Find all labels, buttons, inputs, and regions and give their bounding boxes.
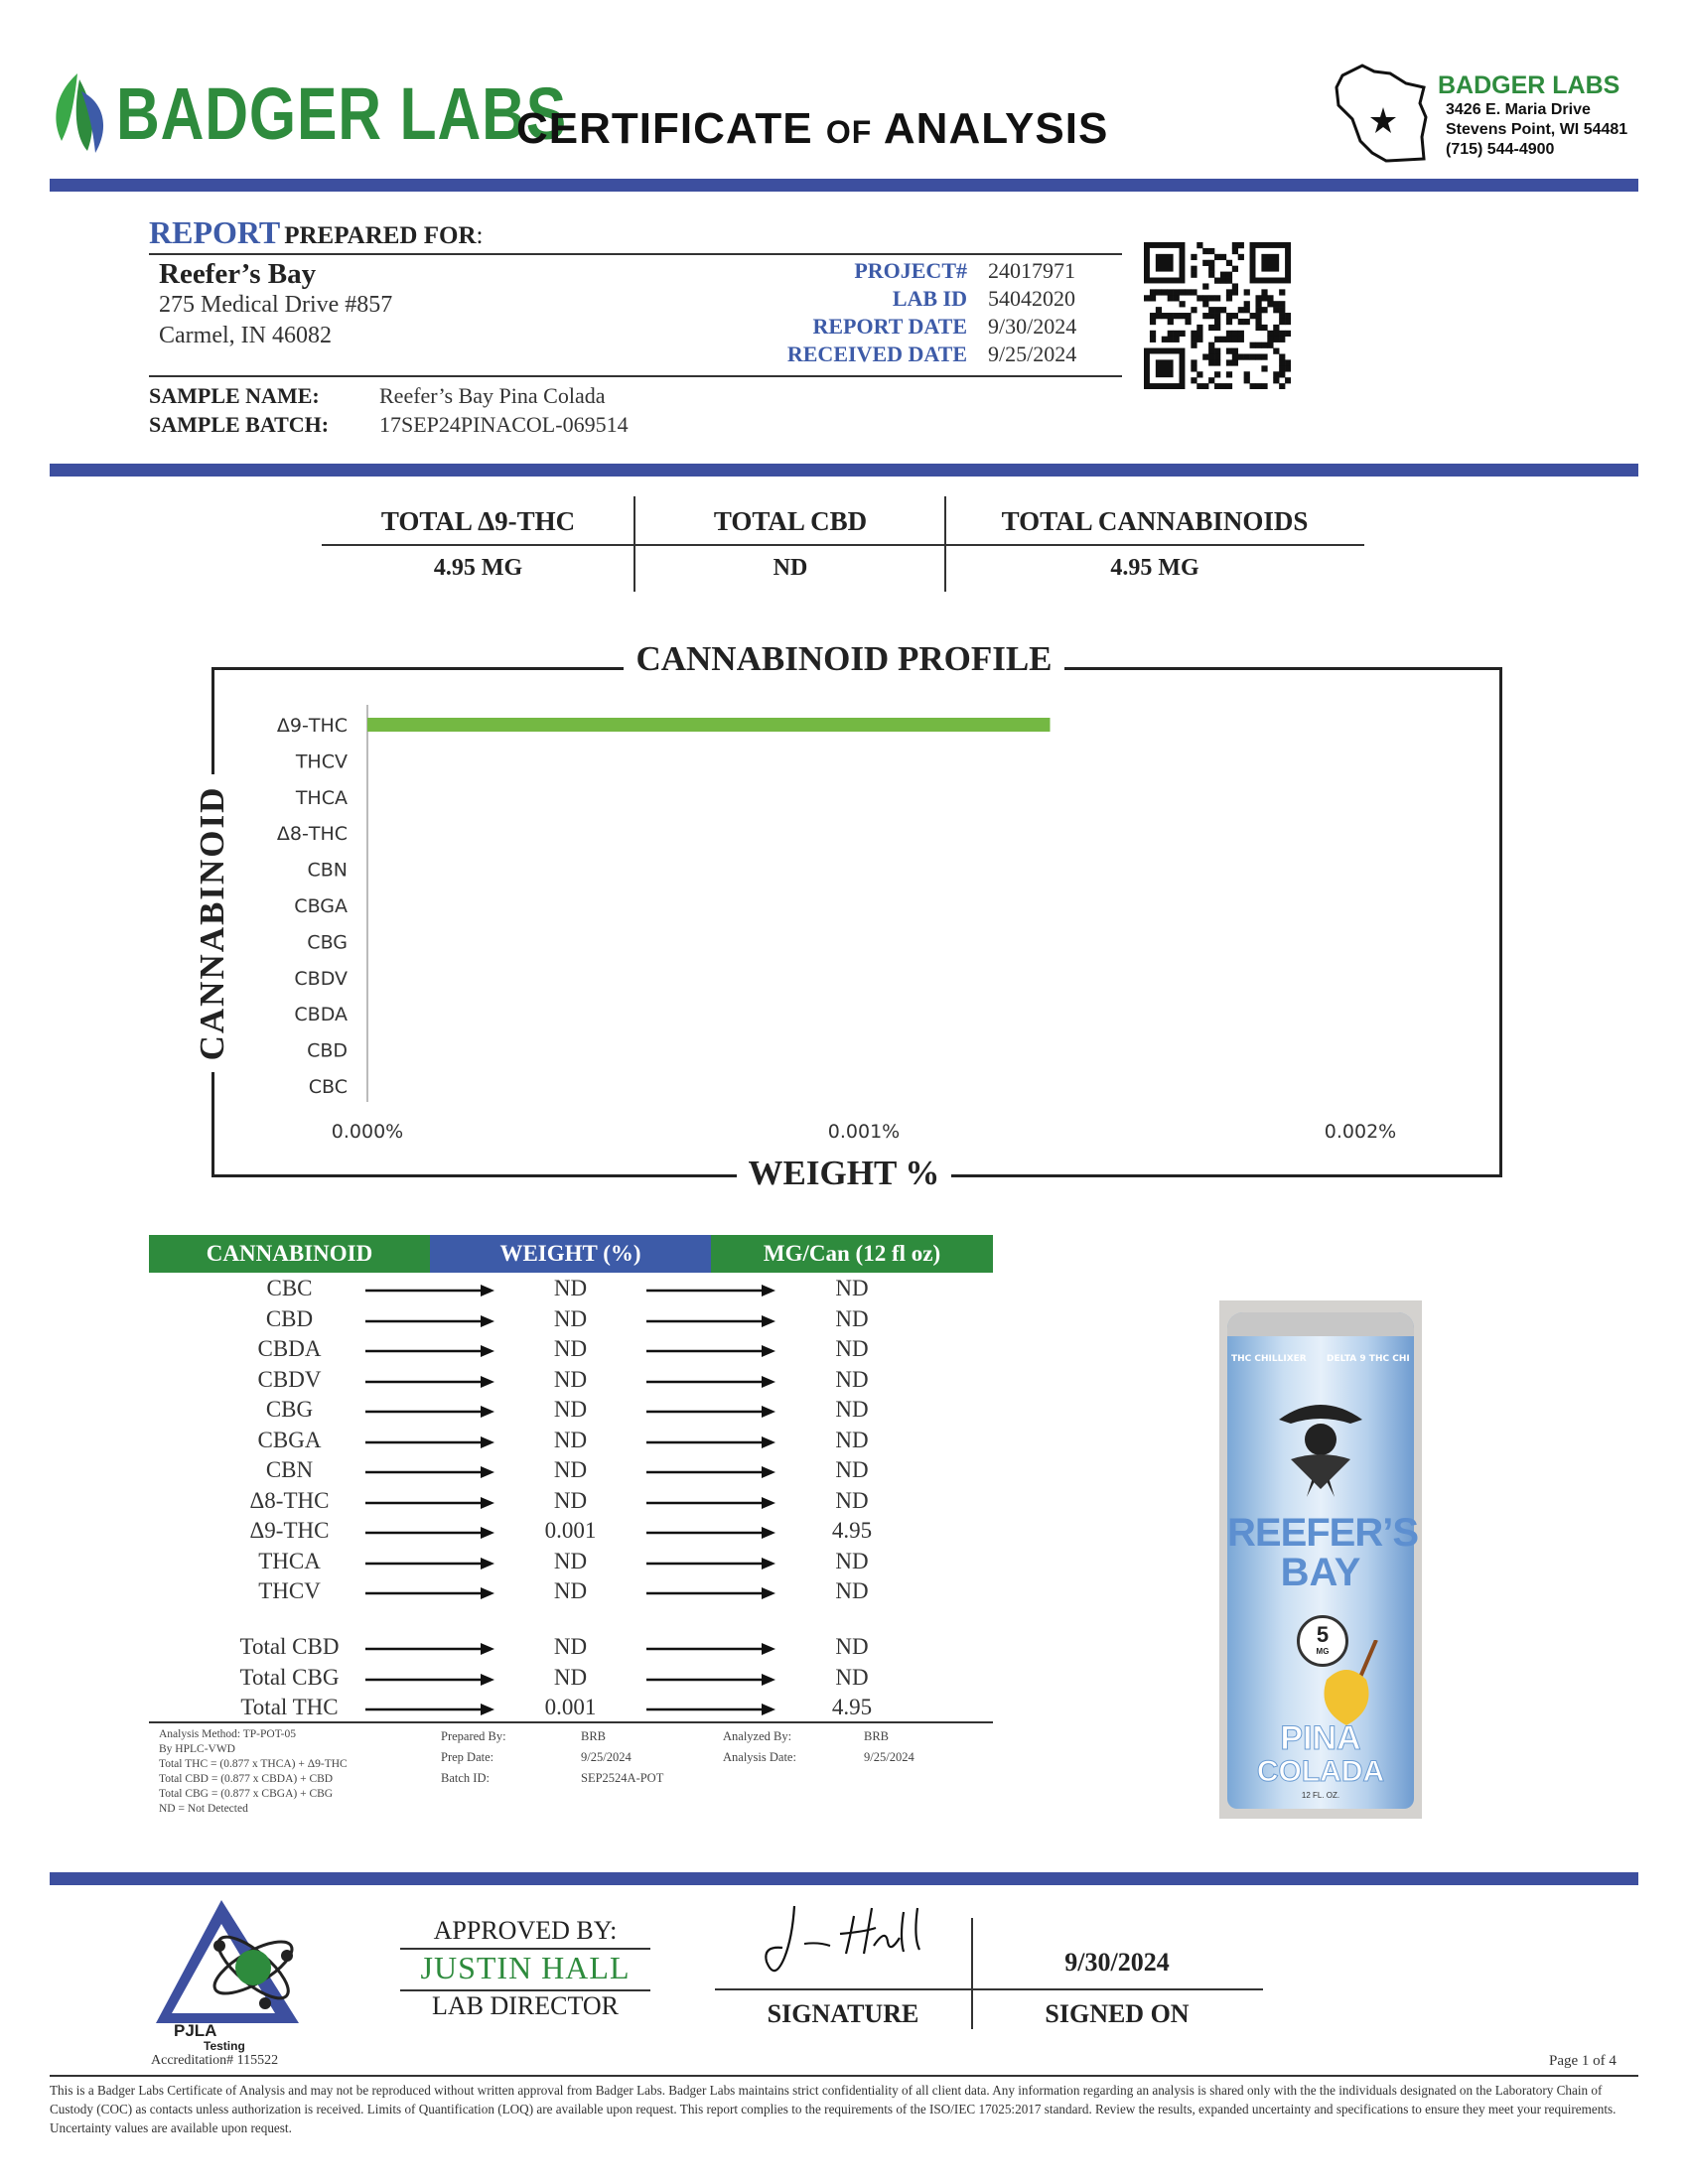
mg-value: ND xyxy=(835,1397,869,1422)
cannabinoid-name: Total THC xyxy=(240,1695,339,1719)
mg-value: ND xyxy=(835,1578,869,1603)
analysis-note-line: Analysis Method: TP-POT-05 xyxy=(159,1728,297,1740)
pjla-logo-icon xyxy=(154,1896,313,2035)
disclaimer-rule xyxy=(50,2075,1638,2077)
weight-value: ND xyxy=(553,1276,588,1300)
chart-x-tick-label: 0.002% xyxy=(1324,1121,1397,1143)
can-dose-badge: 5 MG xyxy=(1297,1615,1348,1667)
mg-value: 4.95 xyxy=(831,1518,873,1543)
table-bottom-rule xyxy=(149,1721,993,1723)
chart-category-label: Δ8-THC xyxy=(276,823,348,846)
weight-value: ND xyxy=(553,1397,588,1422)
arrow-right-icon xyxy=(365,1465,494,1479)
weight-value: ND xyxy=(553,1336,588,1361)
can-body xyxy=(1227,1312,1419,1809)
table-header-cannabinoid: CANNABINOID xyxy=(149,1235,430,1273)
chart-y-axis-title: CANNABINOID xyxy=(193,785,231,1061)
weight-value: ND xyxy=(553,1457,588,1482)
weight-value: ND xyxy=(553,1634,588,1659)
client-address-1: 275 Medical Drive #857 xyxy=(159,292,393,318)
cannabinoid-name: THCV xyxy=(258,1578,321,1603)
arrow-right-icon xyxy=(365,1673,494,1687)
can-band-right: DELTA 9 THC CHI xyxy=(1327,1354,1410,1364)
accreditation-number: Accreditation# 115522 xyxy=(151,2053,279,2068)
cannabinoid-name: CBGA xyxy=(257,1427,322,1452)
total-cannabinoids-value: 4.95 MG xyxy=(1110,555,1199,581)
weight-value: ND xyxy=(553,1664,588,1690)
arrow-right-icon xyxy=(646,1526,775,1540)
cannabinoid-name: CBN xyxy=(265,1457,314,1482)
arrow-right-icon xyxy=(365,1496,494,1510)
sample-name-value: Reefer’s Bay Pina Colada xyxy=(379,383,606,408)
arrow-right-icon xyxy=(646,1284,775,1297)
qr-code-icon[interactable] xyxy=(1144,242,1291,389)
signed-date: 9/30/2024 xyxy=(1064,1948,1170,1977)
mg-value: ND xyxy=(835,1548,869,1573)
weight-value: ND xyxy=(553,1487,588,1513)
chart-x-tick-label: 0.000% xyxy=(331,1121,404,1143)
chart-category-label: CBG xyxy=(307,931,348,954)
cannabinoid-name: THCA xyxy=(258,1548,321,1573)
table-header-mg: MG/Can (12 fl oz) xyxy=(711,1235,993,1273)
table-header-weight: WEIGHT (%) xyxy=(430,1235,711,1273)
chart-bar xyxy=(367,718,1051,732)
arrow-right-icon xyxy=(646,1703,775,1716)
arrow-right-icon xyxy=(365,1344,494,1358)
mg-value: ND xyxy=(835,1276,869,1300)
approver-title: LAB DIRECTOR xyxy=(431,1991,620,2020)
arrow-right-icon xyxy=(646,1344,775,1358)
sample-batch-value: 17SEP24PINACOL-069514 xyxy=(379,412,629,437)
total-d9thc-label: TOTAL Δ9-THC xyxy=(380,506,576,536)
wisconsin-map-icon xyxy=(1329,58,1438,169)
client-name: Reefer’s Bay xyxy=(159,258,317,290)
report-heading: REPORT PREPARED FOR: xyxy=(149,214,484,250)
cannabinoid-name: Total CBD xyxy=(239,1634,340,1659)
sample-rule xyxy=(149,375,1122,377)
analysis-note-line: By HPLC-VWD xyxy=(159,1743,235,1755)
pirate-skull-icon xyxy=(1271,1390,1370,1499)
total-cbd-value: ND xyxy=(773,555,808,581)
chart-category-label: Δ9-THC xyxy=(276,715,348,737)
arrow-right-icon xyxy=(646,1586,775,1600)
sample-batch-label: SAMPLE BATCH: xyxy=(149,412,330,437)
report-date-value: 9/30/2024 xyxy=(988,314,1077,339)
prep-date-label: Prep Date: xyxy=(441,1750,494,1764)
mg-value: ND xyxy=(835,1634,869,1659)
prepared-by-value: BRB xyxy=(581,1729,607,1743)
lab-address-line-2: Stevens Point, WI 54481 xyxy=(1446,121,1628,138)
arrow-right-icon xyxy=(365,1314,494,1328)
prepared-for-label: PREPARED FOR xyxy=(284,222,477,249)
product-photo xyxy=(1219,1300,1422,1819)
received-date-label: RECEIVED DATE xyxy=(786,341,967,366)
handwritten-signature xyxy=(755,1898,943,1987)
lab-address-line-1: 3426 E. Maria Drive xyxy=(1446,101,1591,118)
title-word-analysis: ANALYSIS xyxy=(883,104,1109,153)
analysis-note-line: ND = Not Detected xyxy=(159,1803,248,1815)
badger-logo-icon xyxy=(48,71,109,155)
cannabinoid-name: CBD xyxy=(265,1305,314,1331)
chart-category-label: CBDV xyxy=(294,967,348,990)
chart-category-label: THCA xyxy=(295,786,348,809)
can-lid xyxy=(1227,1312,1414,1336)
chart-category-label: CBDA xyxy=(294,1004,348,1026)
analysis-note-line: Total THC = (0.877 x THCA) + Δ9-THC xyxy=(159,1758,348,1770)
can-flavor-line-2: COLADA xyxy=(1256,1755,1385,1788)
lab-phone: (715) 544-4900 xyxy=(1446,141,1555,158)
arrow-right-icon xyxy=(365,1435,494,1449)
report-heading-rule xyxy=(149,253,1122,255)
mg-value: ND xyxy=(835,1366,869,1392)
arrow-right-icon xyxy=(646,1314,775,1328)
arrow-right-icon xyxy=(365,1526,494,1540)
pjla-label: PJLA xyxy=(174,2021,217,2040)
document-title xyxy=(516,104,1108,154)
cannabinoid-name: Total CBG xyxy=(239,1664,340,1690)
arrow-right-icon xyxy=(646,1465,775,1479)
arrow-right-icon xyxy=(365,1557,494,1570)
approved-by-label: APPROVED BY: xyxy=(433,1916,618,1945)
weight-value: ND xyxy=(553,1548,588,1573)
total-cannabinoids-label: TOTAL CANNABINOIDS xyxy=(1001,506,1309,536)
cannabinoid-name: CBC xyxy=(266,1276,313,1300)
mg-value: ND xyxy=(835,1487,869,1513)
mg-value: ND xyxy=(835,1305,869,1331)
prep-date-value: 9/25/2024 xyxy=(581,1750,632,1764)
signed-on-label: SIGNED ON xyxy=(1045,1999,1190,2028)
report-date-label: REPORT DATE xyxy=(812,314,967,339)
can-brand-line-1: REEFER’S xyxy=(1227,1511,1419,1555)
cannabinoid-name: CBDV xyxy=(257,1366,322,1392)
logo-text: BADGER LABS xyxy=(116,72,568,155)
totals-separator-2 xyxy=(944,496,946,592)
weight-value: ND xyxy=(553,1427,588,1452)
footer-divider xyxy=(50,1872,1638,1885)
mg-value: ND xyxy=(835,1457,869,1482)
title-word-certificate: CERTIFICATE xyxy=(516,104,813,153)
arrow-right-icon xyxy=(646,1405,775,1419)
mg-value: ND xyxy=(835,1427,869,1452)
chart-category-label: CBD xyxy=(307,1039,348,1062)
cannabinoid-bar-chart xyxy=(211,667,1502,1177)
can-volume: 12 FL. OZ. xyxy=(1301,1791,1340,1800)
chart-x-tick-label: 0.001% xyxy=(827,1121,901,1143)
analysis-note-line: Total CBG = (0.877 x CBGA) + CBG xyxy=(159,1788,334,1800)
chart-title: CANNABINOID PROFILE xyxy=(624,639,1063,678)
analysis-date-label: Analysis Date: xyxy=(723,1750,796,1764)
page-number: Page 1 of 4 xyxy=(1549,2053,1617,2069)
analyzed-by-value: BRB xyxy=(864,1729,890,1743)
chart-category-label: CBC xyxy=(308,1076,348,1098)
mg-value: ND xyxy=(835,1336,869,1361)
sample-name-label: SAMPLE NAME: xyxy=(149,383,320,408)
chart-category-label: CBN xyxy=(307,859,348,882)
report-heading-word: REPORT xyxy=(149,214,281,250)
mg-value: ND xyxy=(835,1664,869,1690)
prepared-by-label: Prepared By: xyxy=(441,1729,506,1743)
arrow-right-icon xyxy=(365,1375,494,1389)
arrow-right-icon xyxy=(646,1375,775,1389)
header-divider xyxy=(50,179,1638,192)
arrow-right-icon xyxy=(365,1284,494,1297)
cannabinoid-name: Δ8-THC xyxy=(249,1487,330,1513)
pineapple-icon xyxy=(1317,1640,1396,1729)
project-number-label: PROJECT# xyxy=(854,258,967,283)
chart-category-label: THCV xyxy=(295,751,348,773)
cannabinoid-name: CBG xyxy=(265,1397,314,1422)
batch-id-label: Batch ID: xyxy=(441,1771,490,1785)
project-number-value: 24017971 xyxy=(988,258,1075,283)
analysis-note-line: Total CBD = (0.877 x CBDA) + CBD xyxy=(159,1773,334,1785)
arrow-right-icon xyxy=(365,1586,494,1600)
totals-separator-1 xyxy=(633,496,635,592)
batch-id-value: SEP2524A-POT xyxy=(581,1771,664,1785)
totals-rule xyxy=(322,544,1364,546)
chart-x-axis-title: WEIGHT % xyxy=(737,1154,952,1192)
lab-id-label: LAB ID xyxy=(892,286,967,311)
mg-value: 4.95 xyxy=(831,1695,873,1719)
arrow-right-icon xyxy=(646,1435,775,1449)
client-address-2: Carmel, IN 46082 xyxy=(159,323,332,348)
cannabinoid-name: Δ9-THC xyxy=(249,1518,330,1543)
disclaimer-text: This is a Badger Labs Certificate of Analysis and may not be reproduced without written approval from Badger Labs. Badger Labs maintains strict confidentiality of all client data. Any information regarding an analysis is shared only with the the individuals designated on the Laboratory Chain of Custody (COC) as contacts unless authorization is received. Limits of Quantification (LOQ) are available upon request. This report complies to the requirements of the ISO/IEC 17025:2017 standard. Review the results, expanded uncertainty and specifications to ensure they meet your requirements. Uncertainty values are available upon request. xyxy=(50,2083,1617,2135)
analysis-date-value: 9/25/2024 xyxy=(864,1750,914,1764)
signature-rule xyxy=(715,1988,1263,1990)
received-date-value: 9/25/2024 xyxy=(988,341,1077,366)
arrow-right-icon xyxy=(365,1642,494,1656)
weight-value: ND xyxy=(553,1366,588,1392)
pjla-sub-label: Testing xyxy=(204,2039,245,2053)
lab-name: BADGER LABS xyxy=(1438,71,1620,99)
weight-value: 0.001 xyxy=(544,1518,597,1543)
total-cbd-label: TOTAL CBD xyxy=(713,506,868,536)
arrow-right-icon xyxy=(365,1703,494,1716)
analyzed-by-label: Analyzed By: xyxy=(723,1729,792,1743)
weight-value: ND xyxy=(553,1305,588,1331)
signature-label: SIGNATURE xyxy=(767,1999,919,2028)
can-band-left: THC CHILLIXER xyxy=(1231,1354,1307,1364)
total-d9thc-value: 4.95 MG xyxy=(433,555,523,581)
arrow-right-icon xyxy=(646,1673,775,1687)
lab-id-value: 54042020 xyxy=(988,286,1075,311)
cannabinoid-name: CBDA xyxy=(257,1336,322,1361)
approver-name: JUSTIN HALL xyxy=(420,1950,631,1985)
weight-value: 0.001 xyxy=(544,1695,597,1719)
arrow-right-icon xyxy=(646,1557,775,1570)
arrow-right-icon xyxy=(646,1496,775,1510)
chart-category-label: CBGA xyxy=(294,895,348,917)
arrow-right-icon xyxy=(646,1642,775,1656)
can-flavor-line-1: PINA xyxy=(1280,1719,1361,1757)
title-word-of: OF xyxy=(825,114,873,150)
report-divider xyxy=(50,464,1638,477)
can-brand-line-2: BAY xyxy=(1280,1551,1361,1594)
arrow-right-icon xyxy=(365,1405,494,1419)
weight-value: ND xyxy=(553,1578,588,1603)
